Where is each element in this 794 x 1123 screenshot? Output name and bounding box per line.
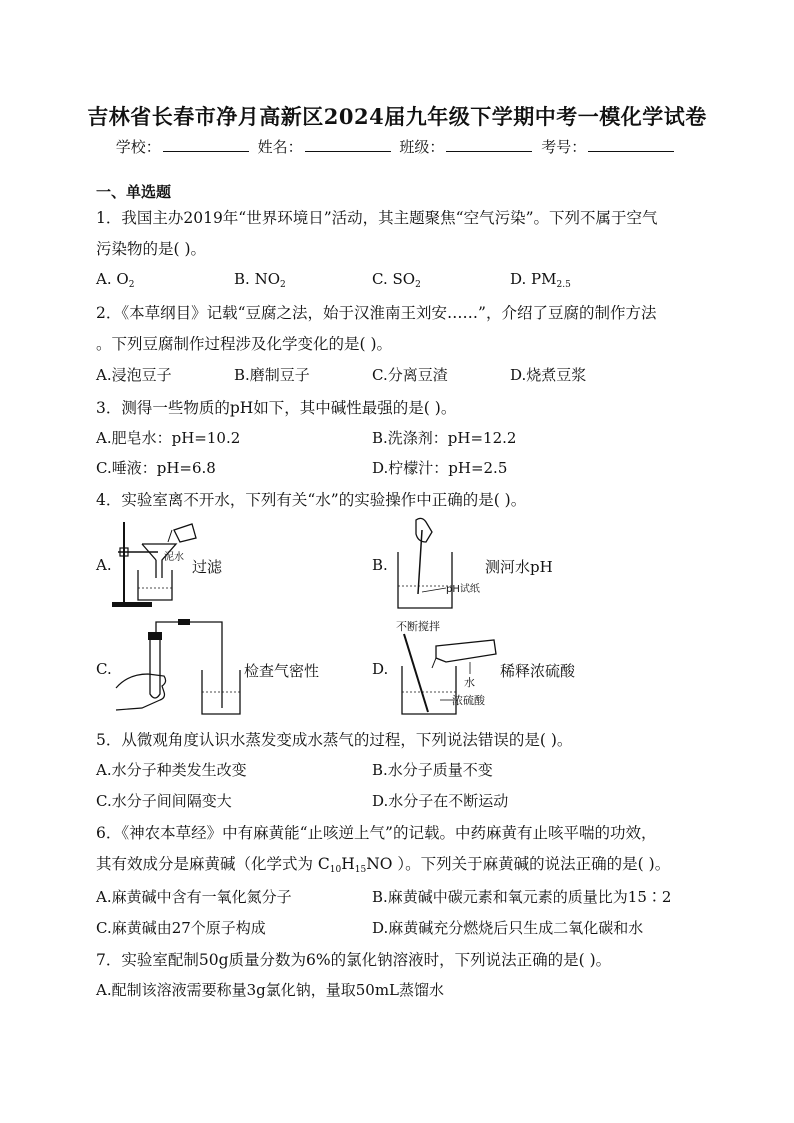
q3-option-a[interactable]: A.肥皂水：pH=10.2 xyxy=(96,429,241,447)
q1-option-c[interactable]: C. $SO_2$ xyxy=(372,270,421,290)
q3-option-b[interactable]: B.洗涤剂：pH=12.2 xyxy=(372,429,517,447)
q5-option-d[interactable]: D.水分子在不断运动 xyxy=(372,792,509,810)
muddy-water-label: 泥水 xyxy=(164,552,184,563)
q4-stem: 4．实验室离不开水，下列有关“水”的实验操作中正确的是( )。 xyxy=(96,491,527,509)
q4-option-a-caption: 过滤 xyxy=(192,558,223,576)
q2-option-a[interactable]: A.浸泡豆子 xyxy=(96,366,172,384)
q5-option-a[interactable]: A.水分子种类发生改变 xyxy=(96,761,247,779)
q2-option-b[interactable]: B.磨制豆子 xyxy=(234,366,310,384)
exam-number-blank[interactable] xyxy=(588,139,674,152)
q6-option-b[interactable]: B.麻黄碱中碳元素和氧元素的质量比为15∶2 xyxy=(372,888,672,906)
q2-stem-line2: 。下列豆腐制作过程涉及化学变化的是( )。 xyxy=(96,335,393,353)
q3-stem: 3．测得一些物质的pH如下，其中碱性最强的是( )。 xyxy=(96,399,457,417)
q2-stem-line1: 2．《本草纲目》记载“豆腐之法，始于汉淮南王刘安……”，介绍了豆腐的制作方法 xyxy=(96,304,657,322)
name-label: 姓名： xyxy=(257,138,303,156)
page-title: 吉林省长春市净月高新区2024届九年级下学期中考一模化学试卷 xyxy=(87,104,707,129)
student-info-row xyxy=(0,136,794,157)
q4-option-d-caption: 稀释浓硫酸 xyxy=(500,662,576,680)
q6-stem-line1: 6．《神农本草经》中有麻黄能“止咳逆上气”的记载。中药麻黄有止咳平喘的功效， xyxy=(96,824,657,842)
exam-number-label: 考号： xyxy=(541,138,587,156)
q4-option-b-caption: 测河水pH xyxy=(485,558,553,576)
airtightness-figure xyxy=(112,618,244,718)
class-label: 班级： xyxy=(399,138,445,156)
section-heading: 一、单选题 xyxy=(96,183,172,201)
q1-option-b[interactable]: B. $NO_2$ xyxy=(234,270,286,290)
q6-option-a[interactable]: A.麻黄碱中含有一氧化氮分子 xyxy=(96,888,292,906)
q1-option-a[interactable]: A. $O_2$ xyxy=(96,270,135,290)
school-label: 学校： xyxy=(115,138,161,156)
q5-option-b[interactable]: B.水分子质量不变 xyxy=(372,761,493,779)
q4-option-b-letter[interactable]: B. xyxy=(372,556,388,574)
q6-option-d[interactable]: D.麻黄碱充分燃烧后只生成二氧化碳和水 xyxy=(372,919,644,937)
ph-test-figure xyxy=(392,516,482,612)
q2-option-d[interactable]: D.烧煮豆浆 xyxy=(510,366,587,384)
ph-paper-label: pH试纸 xyxy=(446,584,480,595)
q6-stem-line2: 其有效成分是麻黄碱（化学式为 $C_{10}H_{15}NO$ ）。下列关于麻黄碱的说法正确的是( )。 xyxy=(96,855,671,875)
class-blank[interactable] xyxy=(446,139,532,152)
q5-stem: 5．从微观角度认识水蒸发变成水蒸气的过程，下列说法错误的是( )。 xyxy=(96,731,573,749)
q1-stem-line1: 1．我国主办2019年“世界环境日”活动，其主题聚焦“空气污染”。下列不属于空气 xyxy=(96,209,658,227)
q4-option-c-letter[interactable]: C. xyxy=(96,660,112,678)
q3-option-d[interactable]: D.柠檬汁：pH=2.5 xyxy=(372,459,508,477)
q4-option-c-caption: 检查气密性 xyxy=(244,662,320,680)
dilution-figure xyxy=(390,618,500,716)
q1-stem-line2: 污染物的是( )。 xyxy=(96,240,207,258)
q4-option-a-letter[interactable]: A. xyxy=(96,556,112,574)
name-blank[interactable] xyxy=(305,139,391,152)
q1-option-d[interactable]: D. $PM_{2.5}$ xyxy=(510,270,571,290)
q3-option-c[interactable]: C.唾液：pH=6.8 xyxy=(96,459,216,477)
q7-option-a[interactable]: A.配制该溶液需要称量3g氯化钠，量取50mL蒸馏水 xyxy=(96,981,445,999)
water-label: 水 xyxy=(464,676,475,689)
q4-option-d-letter[interactable]: D. xyxy=(372,660,389,678)
q5-option-c[interactable]: C.水分子间间隔变大 xyxy=(96,792,232,810)
q7-stem: 7．实验室配制50g质量分数为6%的氯化钠溶液时，下列说法正确的是( )。 xyxy=(96,951,612,969)
q2-option-c[interactable]: C.分离豆渣 xyxy=(372,366,448,384)
school-blank[interactable] xyxy=(163,139,249,152)
conc-acid-label: 浓硫酸 xyxy=(452,694,485,707)
q6-option-c[interactable]: C.麻黄碱由27个原子构成 xyxy=(96,919,266,937)
stirring-label: 不断搅拌 xyxy=(396,620,440,633)
